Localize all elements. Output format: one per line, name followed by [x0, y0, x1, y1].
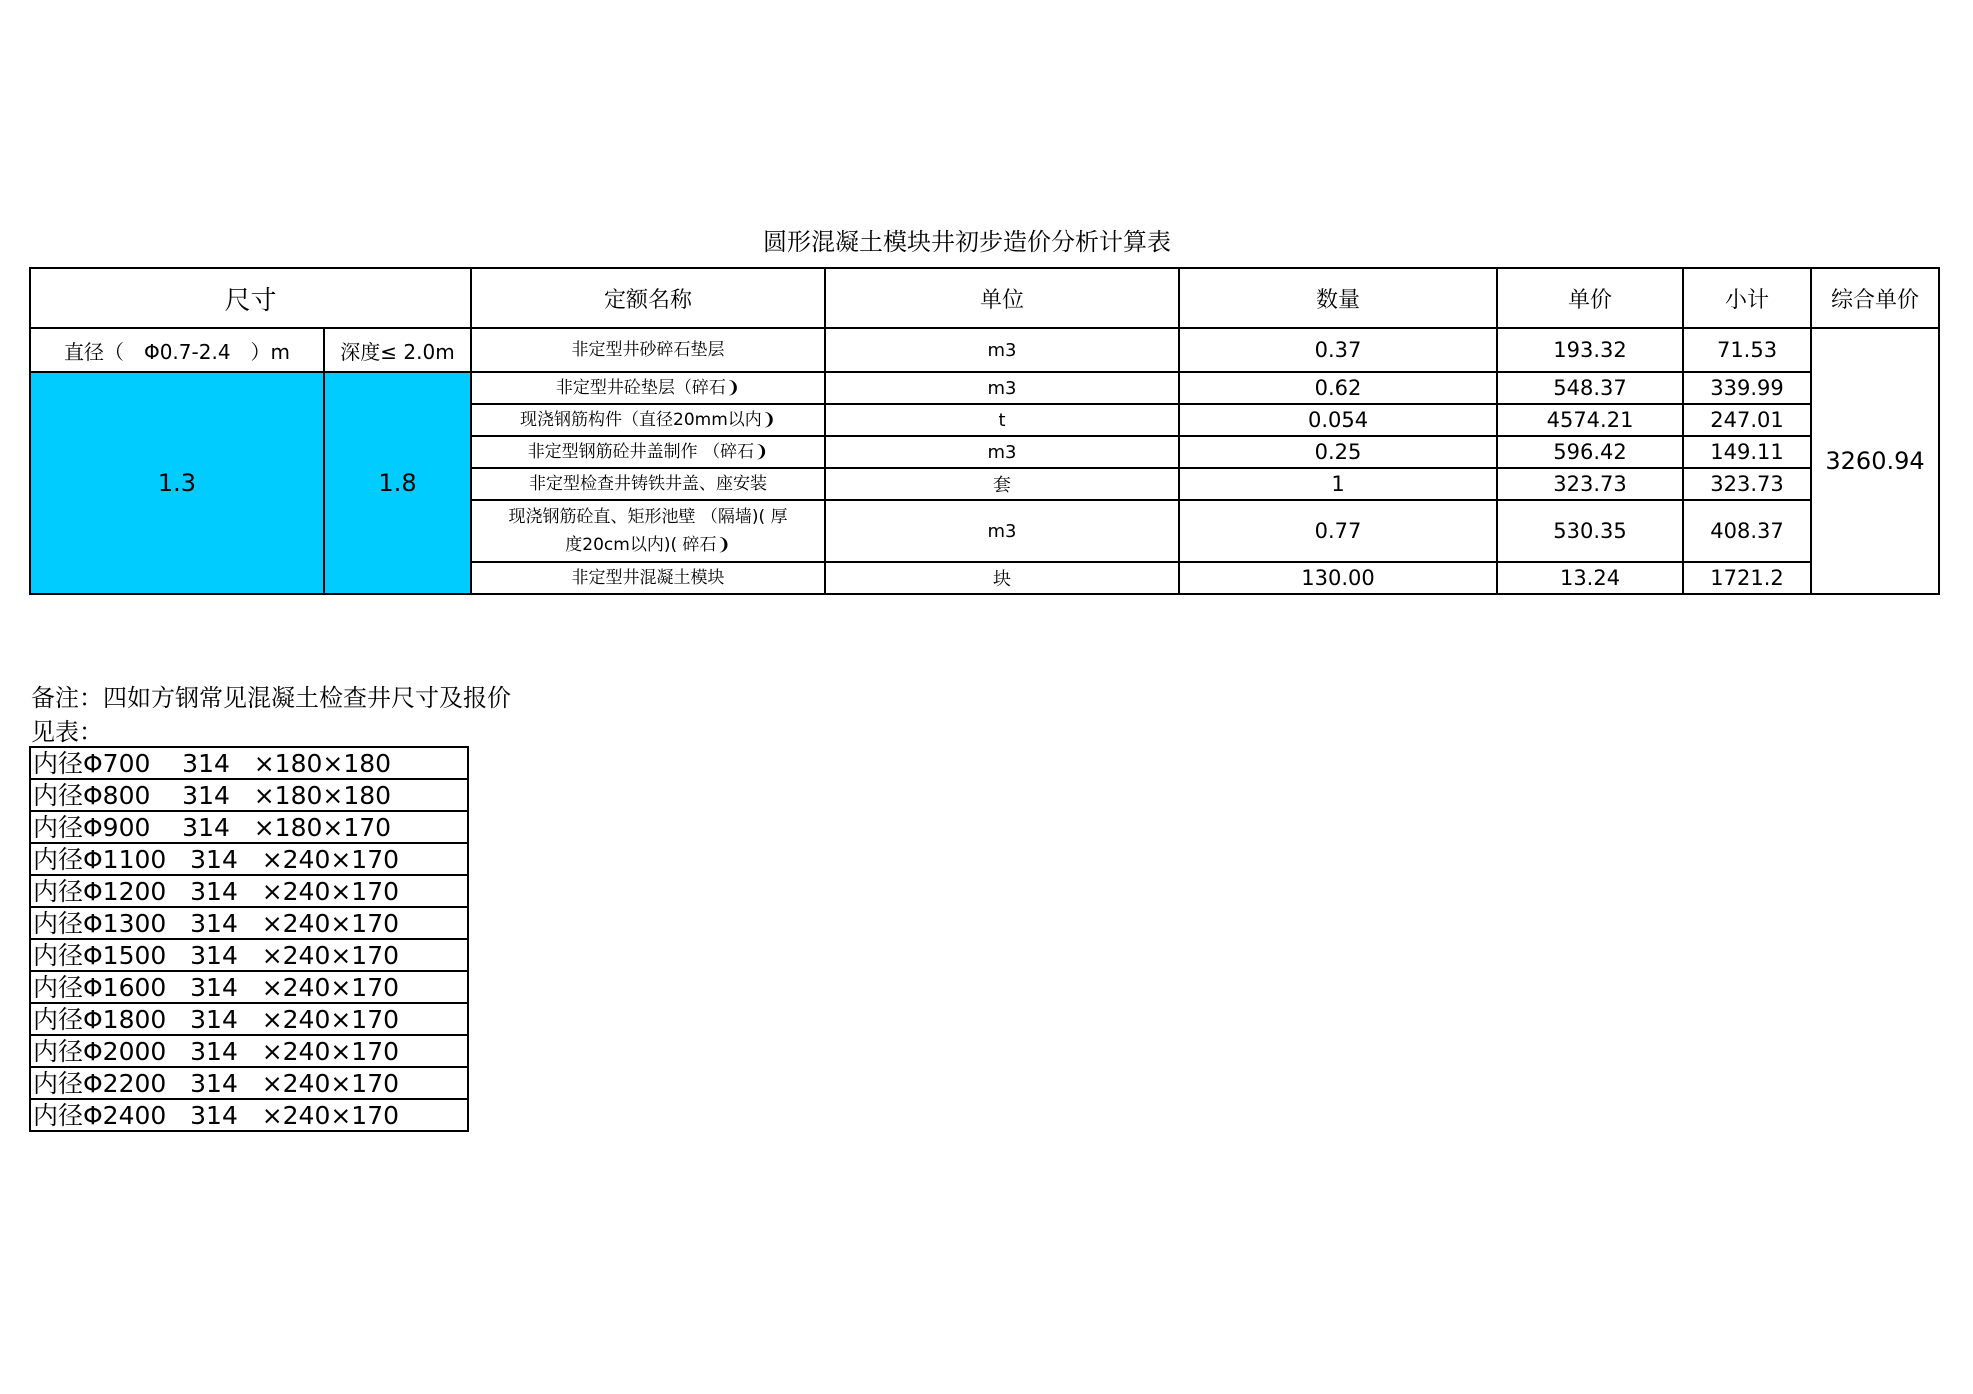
size-row: 内径Φ1800 314 ×240×170: [30, 1003, 468, 1035]
item-name: 非定型井砂碎石垫层: [471, 328, 825, 372]
diameter-condition: 直径（ Φ0.7-2.4 ）m: [30, 328, 324, 372]
item-name: [471, 500, 825, 562]
item-quantity: 0.62: [1179, 372, 1497, 404]
size-row: 内径Φ900 314 ×180×170: [30, 811, 468, 843]
item-name: 非定型井混凝土模块: [471, 562, 825, 594]
header-quantity: 数量: [1179, 268, 1497, 328]
header-quota-name: 定额名称: [471, 268, 825, 328]
page-title: 圆形混凝土模块井初步造价分析计算表: [763, 228, 1171, 256]
item-unit: m3: [825, 328, 1179, 372]
item-price: 596.42: [1497, 436, 1683, 468]
cost-analysis-table: [29, 267, 1940, 595]
item-quantity: 130.00: [1179, 562, 1497, 594]
header-subtotal: 小计: [1683, 268, 1811, 328]
size-row: 内径Φ2000 314 ×240×170: [30, 1035, 468, 1067]
item-name: 非定型钢筋砼井盖制作 （碎石❩: [471, 436, 825, 468]
size-row: 内径Φ2200 314 ×240×170: [30, 1067, 468, 1099]
table-row: [30, 372, 1939, 404]
item-quantity: 0.77: [1179, 500, 1497, 562]
header-unit: 单位: [825, 268, 1179, 328]
size-row: 内径Φ700 314 ×180×180: [30, 747, 468, 779]
item-name-line: 度20cm以内)( 碎石❩: [565, 535, 731, 555]
item-price: 323.73: [1497, 468, 1683, 500]
item-unit: m3: [825, 500, 1179, 562]
item-subtotal: 1721.2: [1683, 562, 1811, 594]
size-row: 内径Φ1100 314 ×240×170: [30, 843, 468, 875]
size-row: 内径Φ2400 314 ×240×170: [30, 1099, 468, 1131]
size-row: 内径Φ1500 314 ×240×170: [30, 939, 468, 971]
item-unit: 块: [825, 562, 1179, 594]
size-row: 内径Φ1300 314 ×240×170: [30, 907, 468, 939]
item-unit: m3: [825, 372, 1179, 404]
item-subtotal: 408.37: [1683, 500, 1811, 562]
item-quantity: 1: [1179, 468, 1497, 500]
item-subtotal: 149.11: [1683, 436, 1811, 468]
item-unit: m3: [825, 436, 1179, 468]
item-quantity: 0.37: [1179, 328, 1497, 372]
item-name: 非定型检查井铸铁井盖、座安装: [471, 468, 825, 500]
table-row: [30, 328, 1939, 372]
item-name: 非定型井砼垫层（碎石❩: [471, 372, 825, 404]
item-quantity: 0.054: [1179, 404, 1497, 436]
remark-line: 见表：: [31, 718, 103, 746]
header-row: [30, 268, 1939, 328]
item-subtotal: 323.73: [1683, 468, 1811, 500]
diameter-value: 1.3: [30, 372, 324, 594]
size-list-table: [29, 746, 469, 1132]
remark-line: 备注：四如方钢常见混凝土检查井尺寸及报价: [31, 684, 511, 712]
size-row: 内径Φ1600 314 ×240×170: [30, 971, 468, 1003]
item-price: 4574.21: [1497, 404, 1683, 436]
item-price: 548.37: [1497, 372, 1683, 404]
item-subtotal: 247.01: [1683, 404, 1811, 436]
header-unit-price: 单价: [1497, 268, 1683, 328]
item-subtotal: 339.99: [1683, 372, 1811, 404]
item-name: 现浇钢筋构件（直径20mm以内❩: [471, 404, 825, 436]
item-unit: t: [825, 404, 1179, 436]
item-price: 193.32: [1497, 328, 1683, 372]
item-subtotal: 71.53: [1683, 328, 1811, 372]
item-name-line: 现浇钢筋砼直、矩形池壁 （隔墙)( 厚: [508, 507, 788, 527]
item-price: 530.35: [1497, 500, 1683, 562]
depth-condition: 深度≤ 2.0m: [324, 328, 471, 372]
item-unit: 套: [825, 468, 1179, 500]
item-quantity: 0.25: [1179, 436, 1497, 468]
item-price: 13.24: [1497, 562, 1683, 594]
header-dimension: 尺寸: [30, 268, 471, 328]
header-total-unit-price: 综合单价: [1811, 268, 1939, 328]
total-unit-price: 3260.94: [1811, 328, 1939, 594]
size-row: 内径Φ800 314 ×180×180: [30, 779, 468, 811]
remark: [31, 681, 511, 749]
size-row: 内径Φ1200 314 ×240×170: [30, 875, 468, 907]
depth-value: 1.8: [324, 372, 471, 594]
